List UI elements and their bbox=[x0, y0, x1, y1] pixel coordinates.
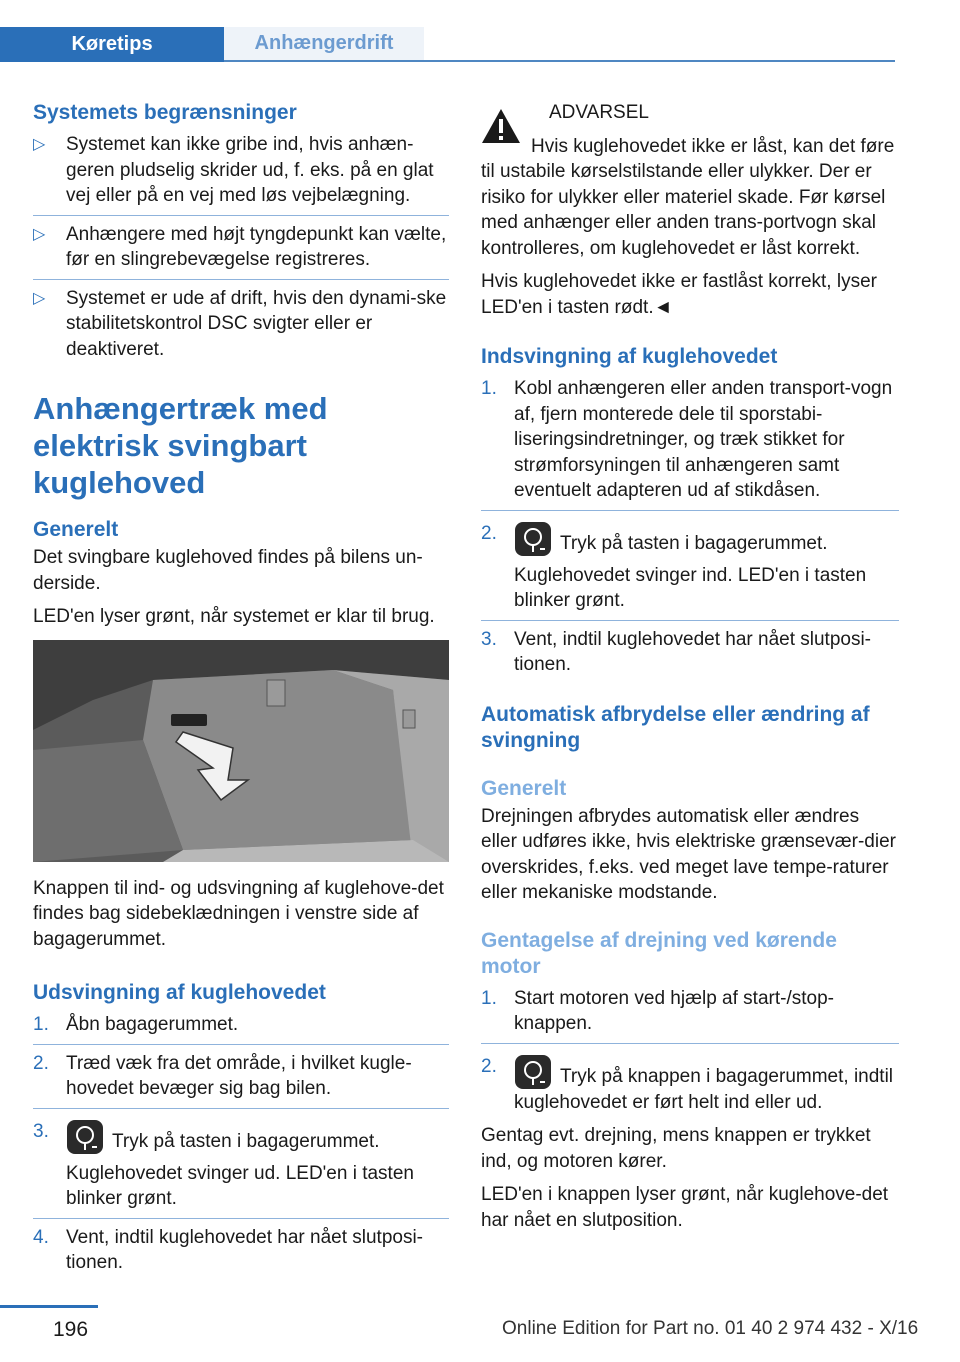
list-item: 3. Tryk på tasten i bagagerummet. Kuglehovedet svinger ud. LED'en i tasten blinker grønt. bbox=[33, 1120, 414, 1209]
warning-title: ADVARSEL bbox=[549, 102, 649, 123]
tab-koeretips[interactable]: Køretips bbox=[0, 27, 224, 62]
auto-heading: Automatisk afbrydelse eller ændring af svingning bbox=[481, 702, 870, 752]
warning-led-paragraph: Hvis kuglehovedet ikke er fastlåst korrekt, lyser LED'en i tasten rødt.◄ bbox=[481, 271, 877, 318]
footer-rule bbox=[0, 1305, 98, 1308]
general-heading: Generelt bbox=[33, 518, 119, 541]
triangle-bullet-icon: ▷ bbox=[33, 225, 46, 243]
triangle-bullet-icon: ▷ bbox=[33, 289, 46, 307]
repeat-paragraph-2: LED'en i knappen lyser grønt, når kuglehove-det har nået en slutposition. bbox=[481, 1184, 889, 1231]
chapter-title: Anhængertræk med elektrisk svingbart kuglehoved bbox=[33, 391, 328, 500]
limits-heading: Systemets begrænsninger bbox=[33, 101, 297, 124]
trailer-button-icon bbox=[514, 1054, 552, 1090]
auto-general-heading: Generelt bbox=[481, 776, 567, 800]
swing-out-heading: Udsvingning af kuglehovedet bbox=[33, 981, 326, 1004]
trunk-photo bbox=[33, 640, 449, 862]
list-item: 2. Tryk på knappen i bagagerummet, indtil kuglehovedet er ført helt ind eller ud. bbox=[481, 1055, 894, 1113]
list-item: 2. Træd væk fra det område, i hvilket kugle-hovedet bevæger sig bag bilen. bbox=[33, 1052, 412, 1099]
repeat-paragraph-1: Gentag evt. drejning, mens knappen er trykket ind, og motoren kører. bbox=[481, 1125, 871, 1172]
list-item: ▷ Anhængere med højt tyngdepunkt kan vælte, før en slingrebevægelse registreres. bbox=[33, 223, 447, 270]
page-number: 196 bbox=[53, 1318, 89, 1341]
trailer-button-icon bbox=[514, 521, 552, 557]
list-item: ▷ Systemet kan ikke gribe ind, hvis anhæn-geren pludselig skrider ud, f. eks. på en glat vej eller på en vej med løs vejbelægning. bbox=[33, 134, 434, 206]
list-item: 4. Vent, indtil kuglehovedet har nået slutposi-tionen. bbox=[33, 1226, 424, 1273]
swing-out-steps bbox=[33, 1012, 449, 1276]
warning-block bbox=[481, 100, 899, 126]
list-item: 3. Vent, indtil kuglehovedet har nået slutposi-tionen. bbox=[481, 628, 872, 675]
general-paragraph-1: Det svingbare kuglehoved findes på bilens un-derside. bbox=[33, 547, 423, 594]
list-item: 1. Åbn bagagerummet. bbox=[33, 1014, 239, 1035]
list-item: ▷ Systemet er ude af drift, hvis den dynami-ske stabilitetskontrol DSC svigter eller er deaktiveret. bbox=[33, 287, 447, 360]
swing-in-heading: Indsvingning af kuglehovedet bbox=[481, 345, 778, 368]
warning-triangle-icon bbox=[481, 108, 521, 144]
photo-caption: Knappen til ind- og udsvingning af kuglehove-det findes bag sidebeklædningen i venstre side af bagagerummet. bbox=[33, 877, 444, 950]
warning-paragraph: Hvis kuglehovedet ikke er låst, kan det føre til ustabile kørselstilstande eller ulykker. Der er risiko for ulykker eller materiel skade. Før kørsel med anhænger eller anden trans-portvogn skal kontrolleres, om kuglehovedet er låst korrekt. bbox=[481, 135, 895, 259]
list-item: 1. Kobl anhængeren eller anden transport-vogn af, fjern monterede dele til sporstabi-liseringsindretninger, og træk stikket for strømforsyningen til anhængeren samt eventuelt adapteren ud af stikdåsen. bbox=[481, 378, 893, 501]
tab-anhaengerdrift[interactable]: Anhængerdrift bbox=[224, 27, 424, 60]
swing-in-steps bbox=[481, 376, 899, 678]
right-column bbox=[481, 100, 899, 1233]
triangle-bullet-icon: ▷ bbox=[33, 136, 46, 153]
list-item: 2. Tryk på tasten i bagagerummet. Kuglehovedet svinger ind. LED'en i tasten blinker grønt. bbox=[481, 522, 867, 611]
repeat-steps bbox=[481, 986, 899, 1116]
auto-general-paragraph: Drejningen afbrydes automatisk eller ændres eller udføres ikke, hvis elektriske grænsevær-dier overskrides, f.eks. ved meget lave tempe-raturer eller mekaniske modstande. bbox=[481, 805, 896, 903]
trailer-button-icon bbox=[66, 1119, 104, 1155]
list-item: 1. Start motoren ved hjælp af start-/stop-knappen. bbox=[481, 987, 834, 1034]
limits-list bbox=[33, 132, 449, 362]
general-paragraph-2: LED'en lyser grønt, når systemet er klar til brug. bbox=[33, 606, 435, 627]
edition-text: Online Edition for Part no. 01 40 2 974 432 - X/16 bbox=[502, 1318, 919, 1339]
left-column bbox=[33, 100, 449, 1276]
repeat-heading: Gentagelse af drejning ved kørende motor bbox=[481, 928, 837, 978]
